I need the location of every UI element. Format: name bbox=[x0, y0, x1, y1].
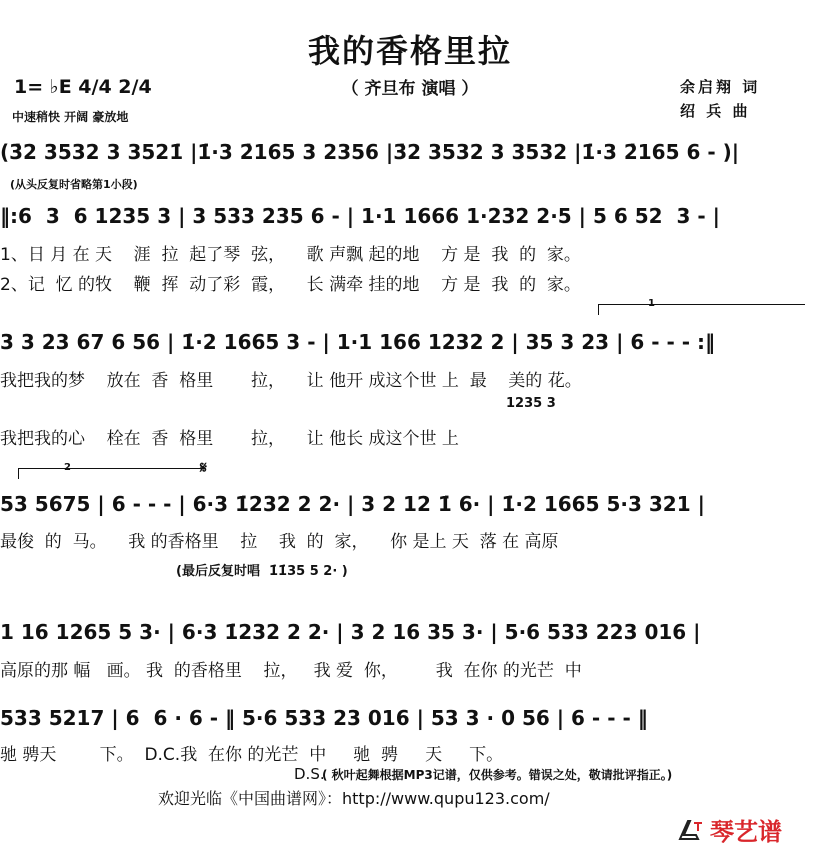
tempo-marking: 中速稍快 开阔 豪放地 bbox=[12, 110, 129, 124]
singer-line: （ 齐旦布 演唱 ） bbox=[341, 79, 479, 99]
logo-text: 琴艺谱 bbox=[710, 818, 782, 846]
lyrics-line-2-verse-2: 我把我的心 栓在 香 格里 拉， 让 他长 成这个世 上 bbox=[0, 429, 459, 449]
song-title: 我的香格里拉 bbox=[307, 32, 512, 70]
notes-line-3: 53 5675 | 6 - - - | 6·3 1̇232 2 2· | 3 2 12 1̇ 6· | 1̇·2 1665 5·3 321 | bbox=[0, 492, 705, 516]
lyrics-line-2-verse-1: 我把我的梦 放在 香 格里 拉， 让 他开 成这个世 上 最 美的 花。 bbox=[0, 371, 582, 391]
website-footer: 欢迎光临《中国曲谱网》：http://www.qupu123.com/ bbox=[158, 789, 550, 808]
notes-line-2: 3 3 23 67 6 56 | 1̇·2 1665 3 - | 1·1 166 1232 2 | 35 3 23 | 6 - - - :‖ bbox=[0, 330, 715, 354]
ds-marking: D.S. bbox=[294, 765, 325, 783]
sub-notes-line-2: 1235 3 bbox=[506, 396, 556, 411]
volta-bracket-2 bbox=[18, 468, 205, 479]
lyricist-credit: 余启翔 词 bbox=[680, 78, 761, 96]
key-signature: 1= ♭E 4/4 2/4 bbox=[14, 76, 152, 98]
notes-line-5: 533 5217 | 6 6 · 6 - ‖ 5·6 533 23 016 | 53 3 · 0 56 | 6 - - - ‖ bbox=[0, 706, 648, 730]
notes-line-intro: (3̇2 3532 3 3521̇ |1̇·3 2̇165 3 2356 |3̇2 3532 3 3532 |1̇·3 2̇165 6 - )| bbox=[0, 140, 740, 164]
volta-label-1: 1 bbox=[648, 298, 655, 309]
segno-sign: 𝄋 bbox=[200, 458, 207, 477]
lyrics-line-1-verse-2: 2、记 忆 的牧 鞭 挥 动了彩 霞， 长 满牵 挂的地 方 是 我 的 家。 bbox=[0, 275, 581, 295]
lyrics-line-1-verse-1: 1、日 月 在 天 涯 拉 起了琴 弦， 歌 声飘 起的地 方 是 我 的 家。 bbox=[0, 245, 581, 265]
volta-bracket-1 bbox=[598, 304, 805, 315]
music-logo-icon bbox=[676, 817, 706, 843]
volta-label-2: 2 bbox=[64, 462, 71, 473]
last-repeat-note: (最后反复时唱 1̇1̇35 5 2· ) bbox=[176, 564, 348, 579]
transcriber-note: ( 秋叶起舞根据MP3记谱，仅供参考。错误之处，敬请批评指正。) bbox=[322, 768, 673, 782]
lyrics-line-4: 高原的那 幅 画。 我 的香格里 拉， 我 爱 你， 我 在你 的光芒 中 bbox=[0, 661, 582, 681]
site-logo bbox=[676, 812, 782, 847]
notes-line-1: ‖:6 3 6 1235 3 | 3 533 235 6 - | 1·1 1666 1·232 2·5 | 5 6 52 3 - | bbox=[0, 204, 720, 228]
lyrics-line-3: 最俊 的 马。 我 的香格里 拉 我 的 家， 你 是上 天 落 在 高原 bbox=[0, 532, 559, 552]
notes-line-4: 1 16 1265 5 3· | 6·3 1̇232 2 2· | 3 2 16 35 3· | 5·6 533 223 016 | bbox=[0, 620, 701, 644]
repeat-note: (从头反复时省略第1小段) bbox=[10, 178, 138, 191]
composer-credit: 绍 兵 曲 bbox=[680, 102, 751, 120]
lyrics-line-5: 驰 骋天 下。 D.C.我 在你 的光芒 中 驰 骋 天 下。 bbox=[0, 745, 504, 765]
